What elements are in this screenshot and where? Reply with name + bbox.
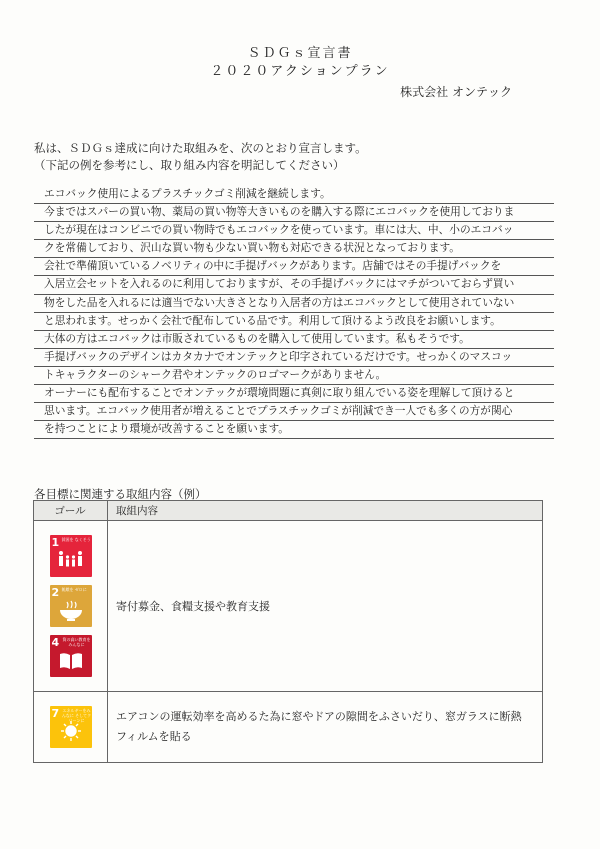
declaration-line: を持つことにより環境が改善することを願います。	[34, 421, 554, 439]
table-header-row	[34, 501, 543, 521]
content-cell	[108, 692, 543, 763]
declaration-line: 入居立会セットを入れるのに利用しておりますが、その手提げバックにはマチがついておらず買い	[34, 276, 554, 294]
declaration-line: したが現在はコンビニでの買い物時でもエコバックを使っています。車には大、中、小のエコバッ	[34, 222, 554, 240]
sdg-goal-2-icon: 2 飢餓を ゼロに	[50, 585, 92, 627]
declaration-line: クを常備しており、沢山な買い物も少ない買い物も対応できる状況となっております。	[34, 240, 554, 258]
book-icon	[58, 649, 84, 671]
table-row	[34, 692, 543, 763]
sdg-goal-7-icon: 7 エネルギーをみんなに そしてクリーンに	[50, 706, 92, 748]
content-column-header: 取組内容	[108, 501, 543, 521]
goal-icons-cell	[34, 521, 108, 692]
bowl-icon	[58, 599, 84, 621]
content-text-line: エアコンの運転効率を高めるた為に窓やドアの隙間をふさいだり、窓ガラスに断熱	[116, 710, 522, 723]
content-text-line: フィルムを貼る	[116, 730, 192, 743]
sdg-goal-1-icon: 1 貧困を なくそう	[50, 535, 92, 577]
declaration-line: 手提げバックのデザインはカタカナでオンテックと印字されているだけです。せっかくのマスコッ	[34, 349, 554, 367]
document-title: ＳＤＧｓ宣言書	[247, 46, 353, 61]
goal-icons-cell	[34, 692, 108, 763]
people-icon	[58, 549, 84, 571]
declaration-line: 会社で準備頂いているノベリティの中に手提げバックがあります。店舗ではその手提げバックを	[34, 258, 554, 276]
sun-icon	[58, 720, 84, 742]
goals-table	[33, 500, 543, 763]
sdg-goal-4-icon: 4 質の高い教育を みんなに	[50, 635, 92, 677]
declaration-line: トキャラクターのシャーク君やオンテックのロゴマークがありません。	[34, 367, 554, 385]
declaration-line: 今まではスパーの買い物、薬局の買い物等大きいものを購入する際にエコバックを使用しておりま	[34, 204, 554, 222]
table-caption: 各目標に関連する取組内容（例）	[34, 487, 207, 501]
intro-statement: 私は、ＳＤＧｓ達成に向けた取組みを、次のとおり宣言します。	[34, 141, 367, 155]
intro-instruction: （下記の例を参考にし、取り組み内容を明記してください）	[34, 158, 345, 172]
declaration-line: 物をした品を入れるには適当でない大きさとなり入居者の方はエコバックとして使用されていない	[34, 295, 554, 313]
declaration-line: 思います。エコバック使用者が増えることでプラスチックゴミが削減でき一人でも多くの方が関心	[34, 403, 554, 421]
declaration-line: 大体の方はエコバックは市販されているものを購入して使用しています。私もそうです。	[34, 331, 554, 349]
content-cell: 寄付募金、食糧支援や教育支援	[108, 521, 543, 692]
declaration-line: と思われます。せっかく会社で配布している品です。利用して頂けるよう改良をお願いします。	[34, 313, 554, 331]
declaration-line: オーナーにも配布することでオンテックが環境問題に真剣に取り組んでいる姿を理解して頂けると	[34, 385, 554, 403]
declaration-line: エコバック使用によるプラスチックゴミ削減を継続します。	[34, 186, 554, 204]
declaration-text	[34, 186, 554, 439]
goal-column-header: ゴール	[34, 501, 108, 521]
company-name: 株式会社 オンテック	[400, 85, 512, 99]
document-subtitle: ２０２０アクションプラン	[210, 64, 390, 79]
table-row	[34, 521, 543, 692]
